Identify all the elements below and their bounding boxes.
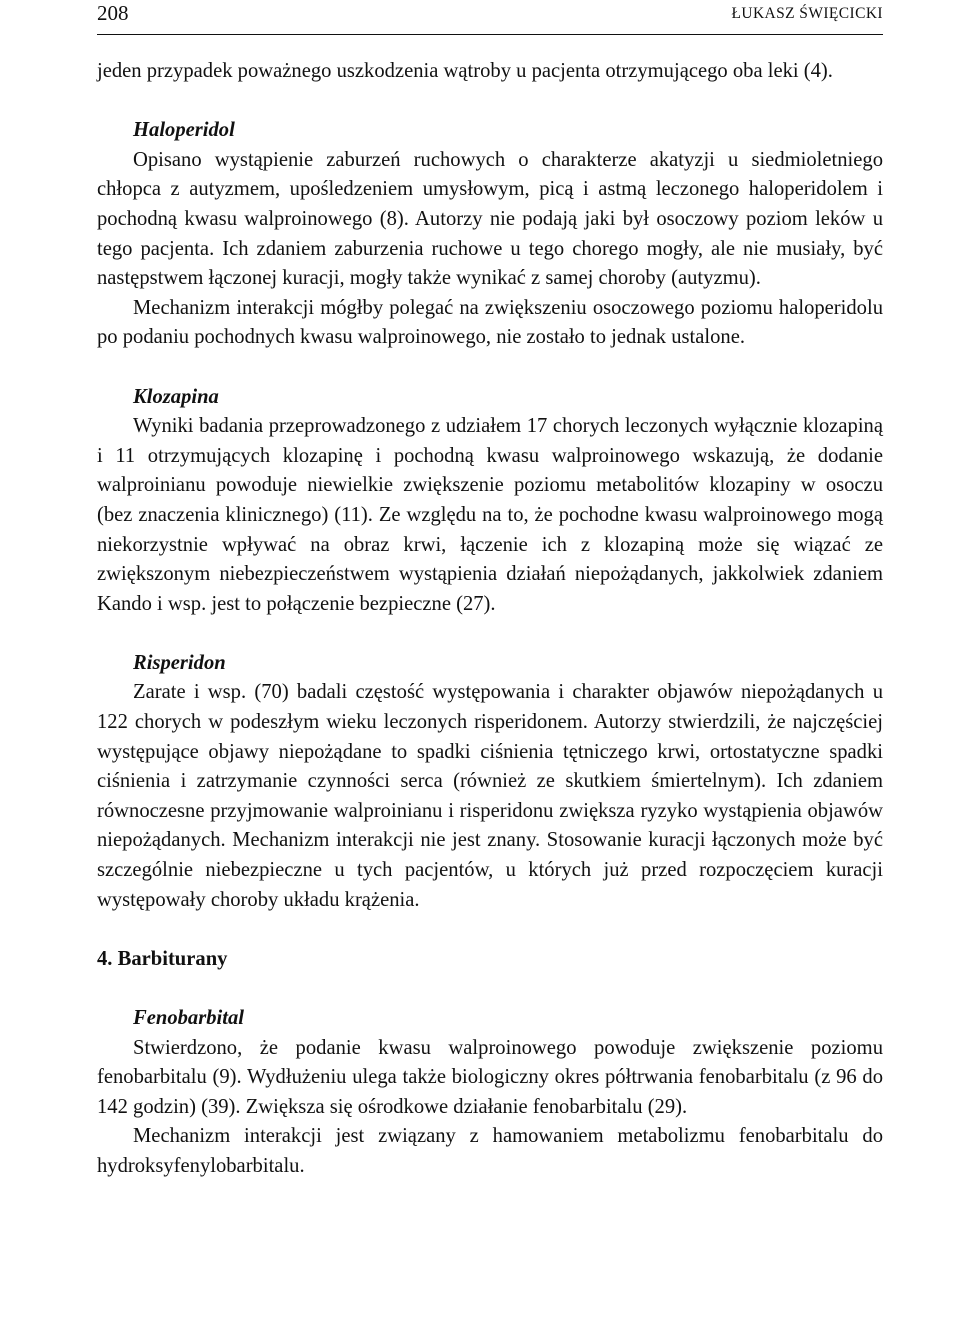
fenobarbital-paragraph: Stwierdzono, że podanie kwasu walproinowego powoduje zwiększenie poziomu fenobarbitalu (9). Wydłużeniu ulega także biologiczny okres półtrwania fenobarbitalu (z 96 do 142 godzin) (39). Zwiększa się ośrodkowe działanie fenobarbitalu (29). [97,1036,883,1118]
risperidon-paragraph: Zarate i wsp. (70) badali częstość występowania i charakter objawów niepożądanych u 122 chorych w podeszłym wieku leczonych risperidonem. Autorzy stwierdzili, że najczęściej występujące objawy niepożądane to spadki ciśnienia tętniczego krwi, ortostatyczne spadki ciśnienia i zatrzymanie czynności serca (również ze skutkiem śmiertelnym). Ich zdaniem równoczesne przyjmowanie walproinianu i risperidonu zwiększa ryzyko wystąpienia objawów niepożądanych. Mechanizm interakcji nie jest znany. Stosowanie kuracji łączonych może być szczególnie niebezpieczne u tych pacjentów, u których już przed rozpoczęciem kuracji występowały choroby układu krążenia. [97,681,883,911]
haloperidol-paragraph: Mechanizm interakcji mógłby polegać na zwiększeniu osoczowego poziomu haloperidolu po podaniu pochodnych kwasu walproinowego, nie zostało to jednak ustalone. [97,296,883,349]
heading-haloperidol: Haloperidol [133,119,235,142]
spacer [97,974,883,1004]
heading-klozapina: Klozapina [133,385,219,408]
running-head-author: ŁUKASZ ŚWIĘCICKI [731,5,883,22]
page-header [97,0,883,35]
spacer [97,619,883,649]
page-number: 208 [97,1,129,25]
page-body [97,57,883,1182]
klozapina-paragraph: Wyniki badania przeprowadzonego z udziałem 17 chorych leczonych wyłącznie klozapiną i 11 otrzymujących klozapinę i pochodną kwasu walproinowego wskazują, że dodanie walproinianu powoduje niewielkie zwiększenie poziomu metabolitów klozapiny w osoczu (bez znaczenia klinicznego) (11). Ze względu na to, że pochodne kwasu walproinowego mogą niekorzystnie wpływać na obraz krwi, łączenie ich z klozapiną może się wiązać ze zwiększonym niebezpieczeństwem wystąpienia działań niepożądanych, jakkolwiek zdaniem Kando i wsp. jest to połączenie bezpieczne (27). [97,415,883,615]
haloperidol-paragraph: Opisano wystąpienie zaburzeń ruchowych o charakterze akatyzji u siedmioletniego chłopca z autyzmem, upośledzeniem umysłowym, picą i astmą leczonego haloperidolem i pochodną kwasu walproinowego (8). Autorzy nie podają jaki był osoczowy poziom leków u tego pacjenta. Ich zdaniem zaburzenia ruchowe u tego chorego mogły, ale nie musiały, być następstwem łączonej kuracji, mogły także wynikać z samej choroby (autyzmu). [97,148,883,290]
intro-paragraph: jeden przypadek poważnego uszkodzenia wątroby u pacjenta otrzymującego oba leki (4). [97,60,833,82]
spacer [97,353,883,383]
spacer [97,87,883,117]
spacer [97,915,883,945]
heading-fenobarbital: Fenobarbital [133,1007,244,1029]
section-heading-barbiturany: 4. Barbiturany [97,947,228,970]
heading-risperidon: Risperidon [133,651,226,674]
fenobarbital-paragraph: Mechanizm interakcji jest związany z hamowaniem metabolizmu fenobarbitalu do hydroksyfenylobarbitalu. [97,1125,883,1177]
